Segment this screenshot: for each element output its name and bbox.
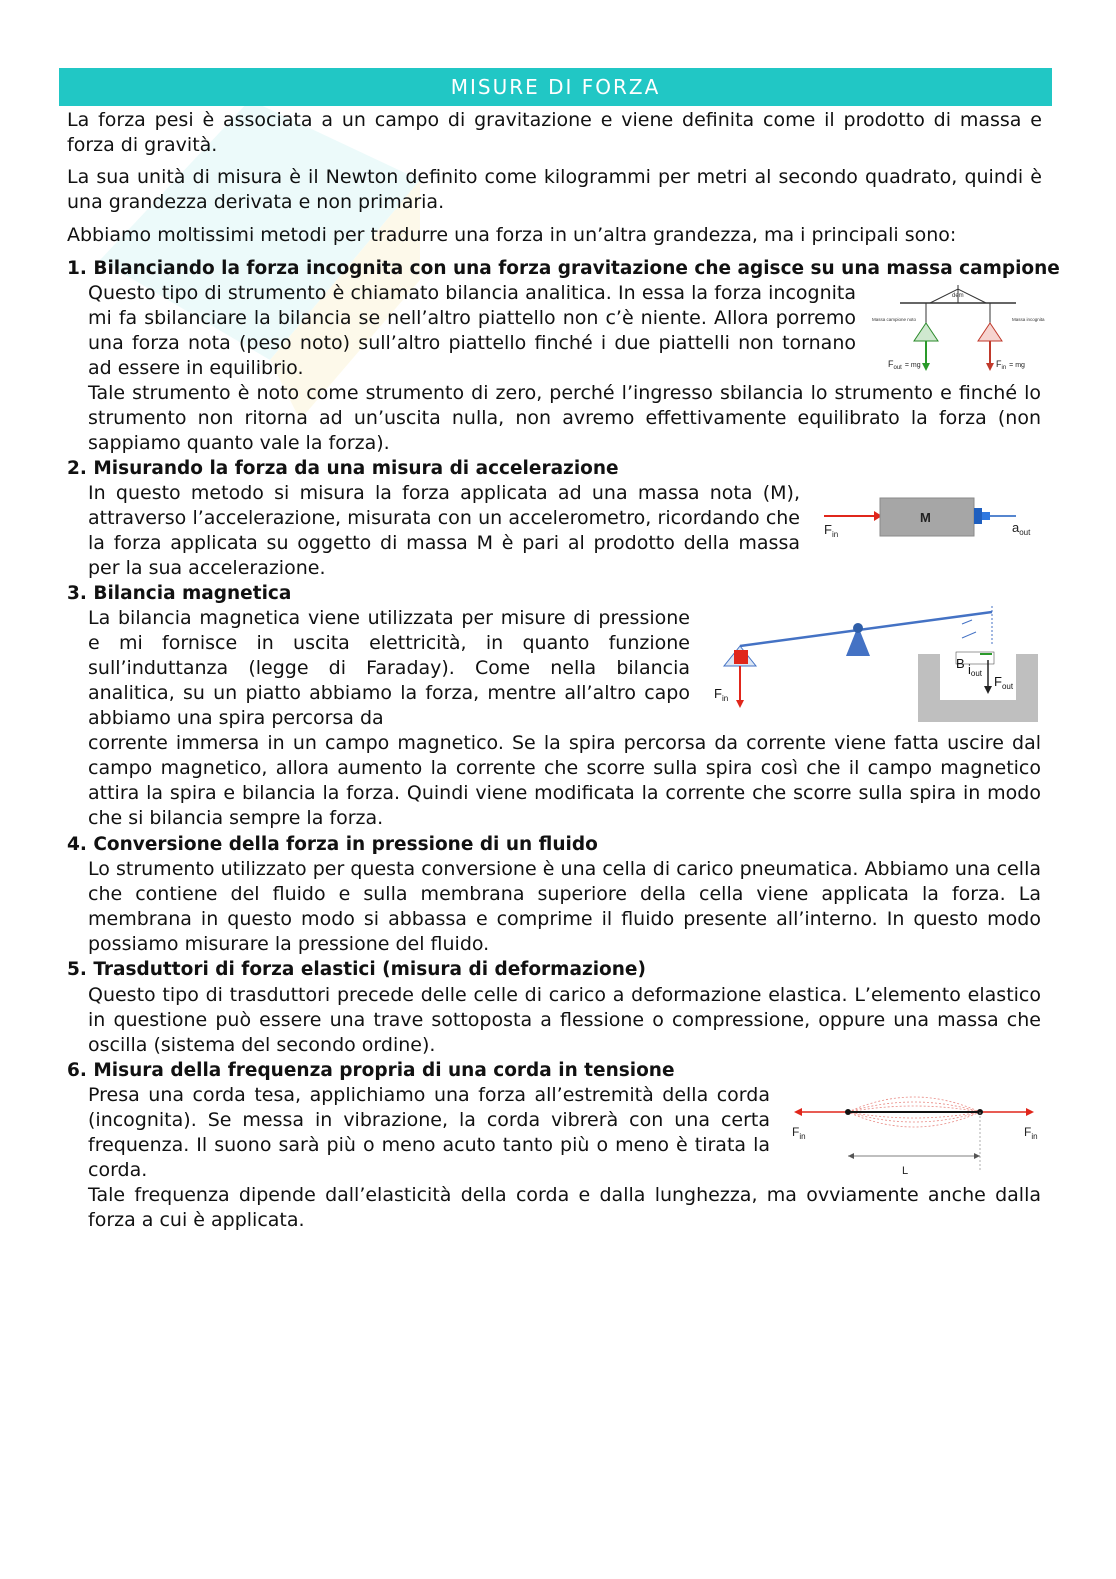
magnetic-balance-figure (710, 604, 1045, 726)
balance-force-left-sub: out (893, 365, 902, 371)
section-6-text-wrapped: Presa una corda tesa, applichiamo una forza all’estremità della corda (incognita). Se messa in vibrazione, la corda vibrerà con una certa frequenza. Il suono sarà più o meno acuto tanto più o meno è tirata la corda. (88, 1084, 770, 1181)
svg-text:Fin (824, 522, 838, 539)
analytic-balance-figure (870, 283, 1045, 375)
mass-label: M (920, 510, 931, 525)
svg-text:Fout (994, 674, 1014, 691)
accel-out: a (1012, 520, 1020, 535)
section-4-heading: 4. Conversione della forza in pressione di un fluido (67, 834, 598, 855)
magnetic-force-in: F (714, 686, 722, 701)
accelerometer-figure (820, 490, 1045, 550)
string-force-right: F (1024, 1125, 1032, 1139)
magnetic-i-sub: out (970, 669, 983, 678)
accel-out-sub: out (1019, 528, 1031, 537)
section-4-text-full: Lo strumento utilizzato per questa conversione è una cella di carico pneumatica. Abbiamo una cella che contiene del fluido e sulla membrana superiore della cella viene applicata la forza. La membrana in questo modo si abbassa e comprime il fluido presente all’interno. In questo modo possiamo misurare la pressione del fluido. (88, 858, 1041, 955)
section-6-heading: 6. Misura della frequenza propria di una corda in tensione (67, 1060, 675, 1081)
section-2-text-wrapped: In questo metodo si misura la forza applicata ad una massa nota (M), attraverso l’accelerazione, misurata con un accelerometro, ricordando che la forza applicata su oggetto di massa M è pari al prodotto della massa per la sua accelerazione. (88, 482, 800, 579)
svg-text:Fin= mg (996, 359, 1025, 371)
section-1-heading: 1. Bilanciando la forza incognita con una forza gravitazione che agisce su una massa campione (67, 258, 1060, 279)
string-force-left-sub: in (799, 1132, 806, 1141)
balance-force-left-eq: = mg (904, 362, 921, 369)
intro-paragraph-2: La sua unità di misura è il Newton definito come kilogrammi per metri al secondo quadrato, quindi è una grandezza derivata e non primaria. (67, 166, 1042, 213)
balance-force-right-sub: in (1001, 365, 1007, 371)
section-3-text-wrapped: La bilancia magnetica viene utilizzata per misure di pressione e mi fornisce in uscita elettricità, in quanto funzione sull’induttanza (legge di Faraday). Come nella bilancia analitica, su un piatto abbiamo la forza, mentre all’altro capo abbiamo una spira percorsa da (88, 607, 690, 729)
page-title: MISURE DI FORZA (59, 68, 1052, 106)
balance-top-label: dem (952, 293, 964, 299)
section-1-text-full: Tale strumento è noto come strumento di zero, perché l’ingresso sbilancia lo strumento e finché lo strumento non ritorna ad un’uscita nulla, non avremo effettivamente equilibrato la forza (non sappiamo quanto vale la forza). (88, 382, 1041, 454)
section-5-text-full: Questo tipo di trasduttori precede delle celle di carico a deformazione elastica. L’elemento elastico in questione può essere una trave sottoposta a flessione o compressione, oppure una massa che oscilla (sistema del secondo ordine). (88, 984, 1041, 1056)
intro-paragraph-3: Abbiamo moltissimi metodi per tradurre una forza in un’altra grandezza, ma i principali sono: (67, 224, 957, 246)
string-force-right-sub: in (1031, 1132, 1038, 1141)
balance-force-right: F (996, 359, 1002, 369)
magnetic-force-out-sub: out (1001, 682, 1014, 691)
balance-left-label: Massa campione noto (872, 317, 917, 322)
magnetic-force-out: F (994, 674, 1002, 689)
accel-force-in-sub: in (831, 530, 839, 539)
intro-paragraph-1: La forza pesi è associata a un campo di gravitazione e viene definita come il prodotto di massa e forza di gravità. (67, 109, 1042, 156)
svg-text:Fout= mg (888, 359, 921, 371)
string-length-label: L (902, 1165, 909, 1177)
balance-force-right-eq: = mg (1009, 362, 1025, 369)
section-2-heading: 2. Misurando la forza da una misura di accelerazione (67, 458, 619, 479)
magnetic-b-label: B (956, 656, 965, 671)
string-force-left: F (792, 1125, 800, 1139)
svg-text:Fin (714, 686, 728, 703)
svg-text:iout (968, 662, 983, 678)
section-5-heading: 5. Trasduttori di forza elastici (misura di deformazione) (67, 959, 646, 980)
accel-force-in: F (824, 522, 832, 537)
magnetic-force-in-sub: in (721, 694, 729, 703)
balance-force-left: F (888, 359, 894, 369)
section-6-text-full: Tale frequenza dipende dall’elasticità della corda e dalla lunghezza, ma ovviamente anche dalla forza a cui è applicata. (88, 1184, 1041, 1231)
svg-text:aout (1012, 520, 1031, 537)
vibrating-string-figure (790, 1088, 1045, 1180)
svg-text:Fin (1024, 1125, 1038, 1141)
magnetic-i-label: i (968, 662, 971, 677)
svg-text:Fin (792, 1125, 806, 1141)
section-3-text-full: corrente immersa in un campo magnetico. Se la spira percorsa da corrente viene fatta uscire dal campo magnetico, allora aumento la corrente che scorre sulla spira così che il campo magnetico attira la spira e bilancia la forza. Quindi viene modificata la corrente che scorre sulla spira in modo che si bilancia sempre la forza. (88, 732, 1041, 829)
balance-right-label: Massa incognita (1012, 317, 1045, 322)
section-3-heading: 3. Bilancia magnetica (67, 583, 292, 604)
section-1-text-wrapped: Questo tipo di strumento è chiamato bilancia analitica. In essa la forza incognita mi fa sbilanciare la bilancia se nell’altro piattello non c’è niente. Allora porremo una forza nota (peso noto) sull’altro piattello finché i due piattelli non tornano ad essere in equilibrio. (88, 282, 856, 379)
